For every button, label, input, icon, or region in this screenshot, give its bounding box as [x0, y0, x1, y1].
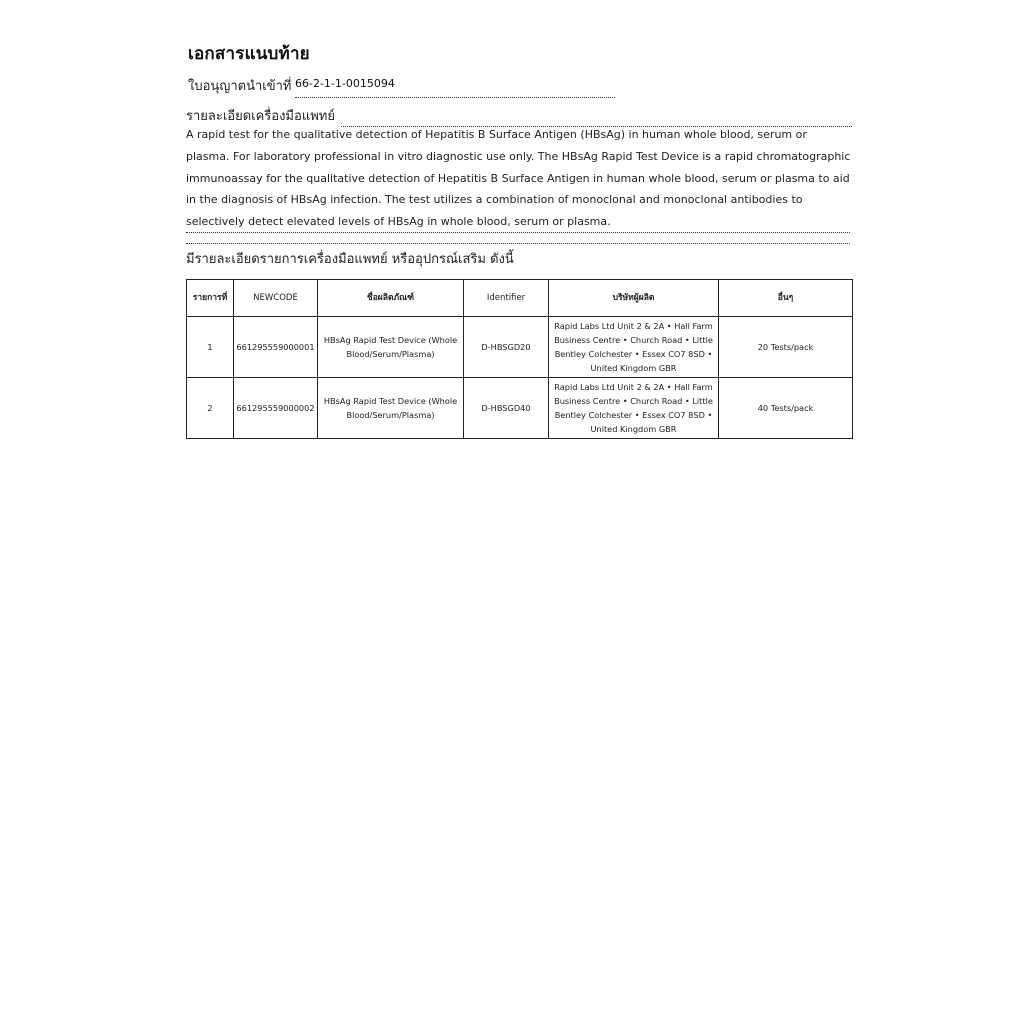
device-description: A rapid test for the qualitative detection of Hepatitis B Surface Antigen (HBsAg) in human whole blood, serum or plasma. For laboratory professional in vitro diagnostic use only. The HBsAg Rapid Test Device is a rapid chromatographic immunoassay for the qualitative detection of Hepatitis B Surface Antigen in human whole blood, serum or plasma to aid in the diagnosis of HBsAg infection. The test utilizes a combination of monoclonal and monoclonal antibodies to selectively detect elevated levels of HBsAg in whole blood, serum or plasma. — [186, 128, 851, 229]
header-identifier: Identifier — [464, 280, 549, 317]
details-label: รายละเอียดเครื่องมือแพทย์ — [186, 109, 335, 124]
header-manufacturer: บริษัทผู้ผลิต — [549, 280, 719, 317]
header-no: รายการที่ — [187, 280, 234, 317]
permit-dotted-line — [295, 97, 615, 98]
cell-other: 20 Tests/pack — [719, 317, 853, 378]
separator-line — [186, 232, 850, 233]
cell-identifier: D-HBSGD40 — [464, 378, 549, 439]
separator-line — [186, 243, 850, 244]
list-intro: มีรายละเอียดรายการเครื่องมือแพทย์ หรืออุปกรณ์เสริม ดังนี้ — [186, 252, 514, 267]
cell-no: 1 — [187, 317, 234, 378]
permit-label: ใบอนุญาตนำเข้าที่ — [188, 79, 292, 94]
cell-manufacturer: Rapid Labs Ltd Unit 2 & 2A • Hall Farm Business Centre • Church Road • Little Bentley Colchester • Essex CO7 8SD • United Kingdom GBR — [549, 378, 719, 439]
cell-product: HBsAg Rapid Test Device (Whole Blood/Serum/Plasma) — [318, 317, 464, 378]
header-product: ชื่อผลิตภัณฑ์ — [318, 280, 464, 317]
cell-no: 2 — [187, 378, 234, 439]
cell-newcode: 661295559000002 — [234, 378, 318, 439]
header-newcode: NEWCODE — [234, 280, 318, 317]
cell-manufacturer: Rapid Labs Ltd Unit 2 & 2A • Hall Farm Business Centre • Church Road • Little Bentley Colchester • Essex CO7 8SD • United Kingdom GBR — [549, 317, 719, 378]
table-row — [187, 317, 853, 378]
table-row — [187, 378, 853, 439]
permit-row — [188, 75, 618, 99]
document-title: เอกสารแนบท้าย — [188, 44, 310, 64]
cell-newcode: 661295559000001 — [234, 317, 318, 378]
table-header-row — [187, 280, 853, 317]
cell-identifier: D-HBSGD20 — [464, 317, 549, 378]
device-table — [186, 279, 853, 439]
cell-other: 40 Tests/pack — [719, 378, 853, 439]
header-other: อื่นๆ — [719, 280, 853, 317]
cell-product: HBsAg Rapid Test Device (Whole Blood/Serum/Plasma) — [318, 378, 464, 439]
permit-number: 66-2-1-1-0015094 — [295, 77, 395, 90]
